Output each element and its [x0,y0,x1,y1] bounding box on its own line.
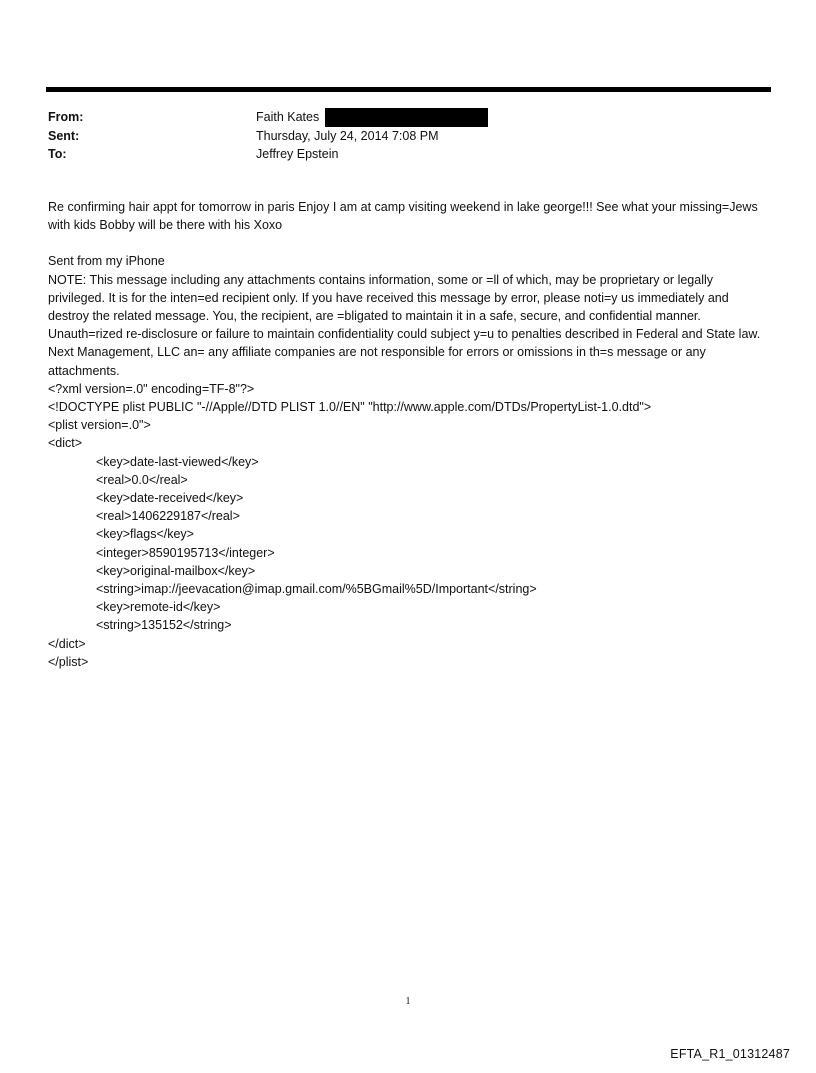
dict-open-tag: <dict> [48,436,83,451]
email-header [48,108,768,164]
to-value: Jeffrey Epstein [256,147,339,161]
signature: Sent from my iPhone [48,254,165,269]
plist-xml-declaration: <?xml version=.0" encoding=TF-8"?> [48,381,255,396]
sent-row [48,127,768,146]
message-text: Re confirming hair appt for tomorrow in paris Enjoy I am at camp visiting weekend in lake george!!! See what your missing=Jews with kids Bobby will be there with his Xoxo [48,200,758,233]
to-label: To: [48,147,67,161]
header-divider [46,87,771,92]
email-body [48,198,773,671]
from-row [48,108,768,127]
plist-entry: <string>135152</string> [96,618,232,633]
page-number: 1 [405,996,411,1007]
plist-entry: <real>0.0</real> [96,472,188,487]
plist-open-tag: <plist version=.0"> [48,418,151,433]
plist-close-tag: </plist> [48,654,89,669]
confidentiality-notice: NOTE: This message including any attachments contains information, some or =ll of which, may be proprietary or legally privileged. It is for the inten=ed recipient only. If you have received this message by error, please noti=y us immediately and destroy the related message. You, the recipient, are =bligated to maintain it in a safe, secure, and confidential manner. Unauth=rized re-disclosure or failure to maintain confidentiality could subject y=u to penalties described in Federal and State law. Next Management, LLC an= any affiliate companies are not responsible for errors or omissions in th=s message or any attachments. [48,272,761,378]
plist-entry: <key>date-received</key> [96,491,244,506]
plist-entry: <key>remote-id</key> [96,600,221,615]
sent-label: Sent: [48,128,80,143]
sent-value: Thursday, July 24, 2014 7:08 PM [256,128,439,143]
plist-doctype: <!DOCTYPE plist PUBLIC "-//Apple//DTD PLIST 1.0//EN" "http://www.apple.com/DTDs/PropertyList-1.0.dtd"> [48,400,652,415]
from-label: From: [48,110,84,124]
plist-entry: <string>imap://jeevacation@imap.gmail.com/%5BGmail%5D/Important</string> [96,582,537,597]
spacer [48,234,773,252]
plist-entry: <key>flags</key> [96,527,194,542]
to-row [48,145,768,164]
plist-entry: <key>date-last-viewed</key> [96,454,259,469]
sender-name: Faith Kates [256,110,320,124]
document-id: EFTA_R1_01312487 [670,1047,790,1061]
plist-entry: <key>original-mailbox</key> [96,563,256,578]
plist-entry: <real>1406229187</real> [96,509,240,524]
redaction-bar [325,108,488,127]
plist-entry: <integer>8590195713</integer> [96,545,275,560]
from-value [256,108,488,127]
dict-close-tag: </dict> [48,636,86,651]
